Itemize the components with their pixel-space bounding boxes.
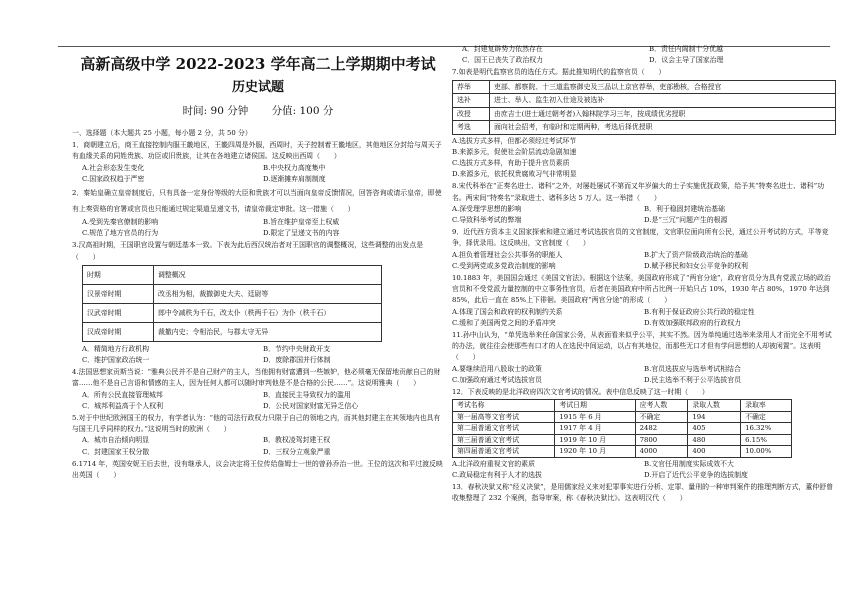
option-d: D.是“三冗”问题产生的根源: [644, 216, 728, 225]
question-stem: 13．春秋决狱又称“经义决狱”，是用儒家经义来对犯罪事实进行分析、定罪、量刑的一种审判案件的推理判断方式，董仲舒曾收集整理了 232 个案例，指导审案，称《春秋决狱比》。这表明汉代（ ）: [452, 483, 834, 503]
option-a: A.受到先秦官僚制的影响: [82, 218, 159, 227]
table-row: [83, 322, 382, 341]
option-d: D.民主选举不利于公平选拔官员: [644, 375, 742, 384]
question-stem: 8.宋代科举在“正奏名进士、诸科”之外，对屡赴屡试不第而又年岁偏大的士子实施优抚政策，给予其“特奏名进士、诸科”功名。两宋间“特奏名”录取进士、诸科多达 5 万人。这一举措（ ）: [452, 182, 825, 202]
question-stem: 1．商朝建立后，商王直接控制内服王畿地区，王畿四周是外服，西周时，天子控制着王畿地区，其他地区分封给与周天子有血缘关系的同姓贵族、功臣或旧贵族，让其在各地建立诸侯国。这反映出西周（ ）: [72, 141, 442, 161]
option-d: D．三权分立观象严重: [263, 447, 331, 456]
option-c: C.导致科举考试的弊端: [452, 216, 522, 225]
option-d: D.限定了呈递文书的内容: [263, 229, 340, 238]
option-a: A.社会形态发生变化: [82, 163, 145, 172]
option-d: D.赋予移民和妇女公平竞争的权利: [644, 261, 748, 270]
option-d: D．废除郡国并行体制: [263, 356, 331, 365]
table-header: 考试日期: [555, 400, 635, 412]
question-stem: 9．近代西方资本主义国家探索和建立通过考试选拔官员的文官制度，文官职位面向所有公民，通过公开考试的方式，平等竞争，择优录用。这反映出，文官制度（ ）: [452, 228, 829, 248]
question-2: [72, 186, 444, 239]
table-cell: 400: [688, 446, 741, 458]
table-cell: 第一届高等文官考试: [453, 411, 555, 423]
option-a: A．封建复辟势力依然存在: [462, 45, 543, 53]
option-a: A.要继续沿用八股取士的政策: [452, 364, 542, 373]
table-header: 录取人数: [688, 400, 741, 412]
option-d: D.逐渐摊弃肩制制度: [263, 174, 326, 183]
table-header-row: [453, 400, 792, 412]
table-cell: 480: [688, 434, 741, 446]
table-row: [453, 434, 792, 446]
question-3-table: [82, 265, 382, 342]
table-cell: 荐举: [453, 80, 490, 94]
question-7: [452, 67, 836, 180]
option-c: C．维护国家政治统一: [82, 356, 150, 365]
question-stem: 11.孙中山认为，“单凭选举来任命国家公务，从表面看来似乎公平，其实不然。因为单纯通过选举来录用人才而完全不用考试的办法，就往往会使那些有口才的人在选民中间运动，以占有其地位，而那些无口才但有学问思想的人却被闲置”。这表明（ ）: [452, 331, 832, 362]
table-cell: 405: [688, 423, 741, 435]
table-cell: 考选: [453, 121, 490, 135]
option-a: A．所有公民直接管理城邦: [82, 390, 163, 399]
option-d: D．公民对国家财富无异乏信心: [263, 401, 359, 410]
option-c: C.受到两党或多党政治制度的影响: [452, 261, 556, 270]
table-header: 调整概况: [154, 265, 382, 284]
table-cell: 由庶吉士(进士通过朝考者)入翰林院学习三年，按成绩优劣授职: [490, 107, 836, 121]
table-cell: 194: [688, 411, 741, 423]
table-header-row: [83, 265, 382, 284]
option-c: C.选拔方式多样，有助于提升官员素质: [452, 159, 570, 168]
option-c: C.政局稳定有利于人才的选拔: [452, 470, 542, 479]
table-header: 应考人数: [635, 400, 688, 412]
time-label: 时间: 90 分钟: [182, 105, 249, 117]
option-a: A．精简地方行政机构: [82, 344, 149, 353]
option-c: C．国王已丧失了政治权力: [462, 56, 544, 65]
option-a: A.深受理学思想的影响: [452, 204, 522, 213]
option-c: C.缓和了美国两党之间的矛盾冲突: [452, 318, 556, 327]
table-cell: 10.00%: [741, 446, 792, 458]
option-a: A.体现了国会和政府的权利制约关系: [452, 307, 563, 316]
question-11: [452, 330, 836, 386]
question-stem: 2．秦始皇确立皇帝制度后，只有具备一定身份等级的大臣和贵族才可以当面向皇帝反馈情况，回答咨询或请示皇帝，即使有上奏资格的官署或官员也只能通过规定渠道呈递文书，请皇帝裁定审批。这一措施（ ）: [72, 189, 442, 213]
table-row: [83, 303, 382, 322]
table-cell: 第四届普通文官考试: [453, 446, 555, 458]
left-column: [72, 48, 444, 481]
question-stem: 5.对于中世纪欧洲国王的权力，有学者认为：“他的司法行政权力只限于自己的领地之内，而其他封建主在其领地内也具有与国王几乎同样的权力。”这说明当时的欧洲（ ）: [72, 414, 441, 434]
question-10: [452, 273, 836, 329]
option-b: B．教权凌驾封建王权: [263, 436, 331, 445]
question-6-options: [452, 44, 836, 66]
question-3: [72, 240, 444, 366]
option-d: D.来源多元，依托权贵腐败习气非常明显: [452, 170, 577, 179]
table-cell: 不确定: [741, 411, 792, 423]
question-stem: 4.法国思想家贡斯当说：“雅典公民并不是自己财产的主人，当他拥有财富遭到一些嫉妒，他必须毫无保留地贡献自己的财富……他不是自己言语和情感的主人，因为任何人都可以随时审判他是不是合格的公民……”。这说明雅典（ ）: [72, 368, 441, 388]
option-c: C．封建国家王权分散: [82, 447, 150, 456]
question-stem: 12．下表反映的是北洋政府四次文官考试的情况。表中信息反映了这一时期（ ）: [452, 388, 709, 397]
question-12-table: [452, 399, 792, 458]
question-8: [452, 181, 836, 226]
table-row: [453, 121, 836, 135]
option-c: C.国家政权趋于严密: [82, 174, 145, 183]
option-b: B.有利于保证政府公共行政的稳定性: [644, 307, 755, 316]
option-b: B．利于稳固封建统治基础: [644, 204, 725, 213]
option-b: B．责任内阁制十分优越: [649, 45, 723, 53]
table-cell: 郎中令减秩为千石，改太仆（秩两千石）为仆（秩千石）: [154, 303, 382, 322]
exam-subject: 历史试题: [231, 80, 284, 95]
option-c: C．城邦利益高于个人权利: [82, 401, 164, 410]
table-cell: 第三届普通文官考试: [453, 434, 555, 446]
table-cell: 4000: [635, 446, 688, 458]
table-cell: 6.15%: [741, 434, 792, 446]
table-header: 时期: [83, 265, 154, 284]
table-header: 录取率: [741, 400, 792, 412]
question-1: [72, 140, 444, 185]
question-6: [72, 459, 444, 481]
table-row: [453, 446, 792, 458]
option-a: A.选拔方式多样，但都必须经过考试环节: [452, 136, 577, 145]
option-b: B.官员选拔应与选举考试相结合: [644, 364, 741, 373]
table-header: 考试名称: [453, 400, 555, 412]
table-cell: 1919 年 10 月: [555, 434, 635, 446]
option-d: D．议会主导了国家治理: [649, 56, 724, 65]
option-b: B.旨在维护皇帝至上权威: [263, 218, 340, 227]
table-cell: 裁撤内史；令相治民，与郡太守无异: [154, 322, 382, 341]
question-12: [452, 387, 836, 481]
table-cell: 改授: [453, 107, 490, 121]
option-a: A．城市自治倾向明显: [82, 436, 149, 445]
table-row: [453, 107, 836, 121]
question-5: [72, 413, 444, 458]
table-row: [453, 411, 792, 423]
question-stem: 7.如表是明代监察官员的选任方式。据此推知明代的监察官员（ ）: [452, 68, 666, 77]
table-cell: 2482: [635, 423, 688, 435]
table-cell: 选补: [453, 94, 490, 108]
option-b: B.中央权力高度集中: [263, 163, 326, 172]
question-stem: 10.1883 年，美国国会通过《美国文官法》。根据这个法案，美国政府形成了“两官分途”，政府官员分为具有党派立场的政治官员和不受党派力量控制的中立事务性官员，后者在美国政府中所占比例一开始只占 10%，1930 年占 80%，1970 年达到 85%，此后一直在 85%上下徘徊。美国政府“两官分途”的形成（ ）: [452, 274, 831, 305]
question-stem: 3.汉高祖时期，王国职官设置与朝廷基本一致。下表为此后西汉统治者对王国职官的调整概况，这些调整的出发点是（ ）: [72, 241, 424, 261]
question-stem: 6.1714 年，英国安妮王后去世，没有继承人，议会决定将王位传给詹姆士一世的曾孙乔治一世。王位的这次和平过渡反映出英国（ ）: [72, 459, 443, 480]
option-a: A.担负着管理社会公共事务的职能人: [452, 250, 563, 259]
question-13: [452, 482, 836, 504]
section-heading: 一、选择题（本大题共 25 小题，每小题 2 分，共 50 分）: [72, 129, 252, 137]
table-row: [453, 94, 836, 108]
option-b: B.文官任用制度实际成效不大: [644, 459, 734, 468]
option-a: A.北洋政府重视文官的素质: [452, 459, 535, 468]
table-cell: 1915 年 6 月: [555, 411, 635, 423]
option-b: B.来源多元，促使社会阶层流动急剧加速: [452, 147, 577, 156]
table-row: [83, 284, 382, 303]
table-cell: 第二届普通文官考试: [453, 423, 555, 435]
table-cell: 1917 年 4 月: [555, 423, 635, 435]
table-cell: 汉景帝时期: [83, 284, 154, 303]
exam-title: 高新高级中学 2022-2023 学年高二上学期期中考试: [80, 55, 436, 73]
option-b: B.扩大了资产阶级政治统治的基础: [644, 250, 748, 259]
right-column: [452, 44, 836, 505]
option-b: B．节约中央财政开支: [263, 344, 331, 353]
question-9: [452, 227, 836, 272]
option-b: B．直接民主导致权力的滥用: [263, 390, 351, 399]
table-cell: 汉武帝时期: [83, 303, 154, 322]
table-cell: 不确定: [635, 411, 688, 423]
option-c: C.加强政府通过考试选拔官员: [452, 375, 542, 384]
question-7-table: [452, 80, 836, 135]
table-cell: 进士、举人、监生初入仕途及被选补: [490, 94, 836, 108]
option-c: C.规范了地方官员的行为: [82, 229, 159, 238]
table-cell: 7800: [635, 434, 688, 446]
table-cell: 1920 年 10 月: [555, 446, 635, 458]
option-d: D.开启了近代公平竞争的选拔制度: [644, 470, 748, 479]
table-cell: 吏部、都察院、十三道监察御史及三品以上京官荐举，吏部勘核，合格授官: [490, 80, 836, 94]
table-cell: 16.32%: [741, 423, 792, 435]
table-row: [453, 80, 836, 94]
option-d: D.有效加强联邦政府的行政权力: [644, 318, 742, 327]
table-cell: 改丞相为相，裁撤御史大夫、廷尉等: [154, 284, 382, 303]
table-cell: 面向社会招考，有临时和定期两种，考选后择优授职: [490, 121, 836, 135]
table-row: [453, 423, 792, 435]
table-cell: 汉成帝时期: [83, 322, 154, 341]
question-4: [72, 367, 444, 412]
score-label: 分值: 100 分: [271, 105, 334, 117]
exam-meta: [72, 102, 444, 120]
